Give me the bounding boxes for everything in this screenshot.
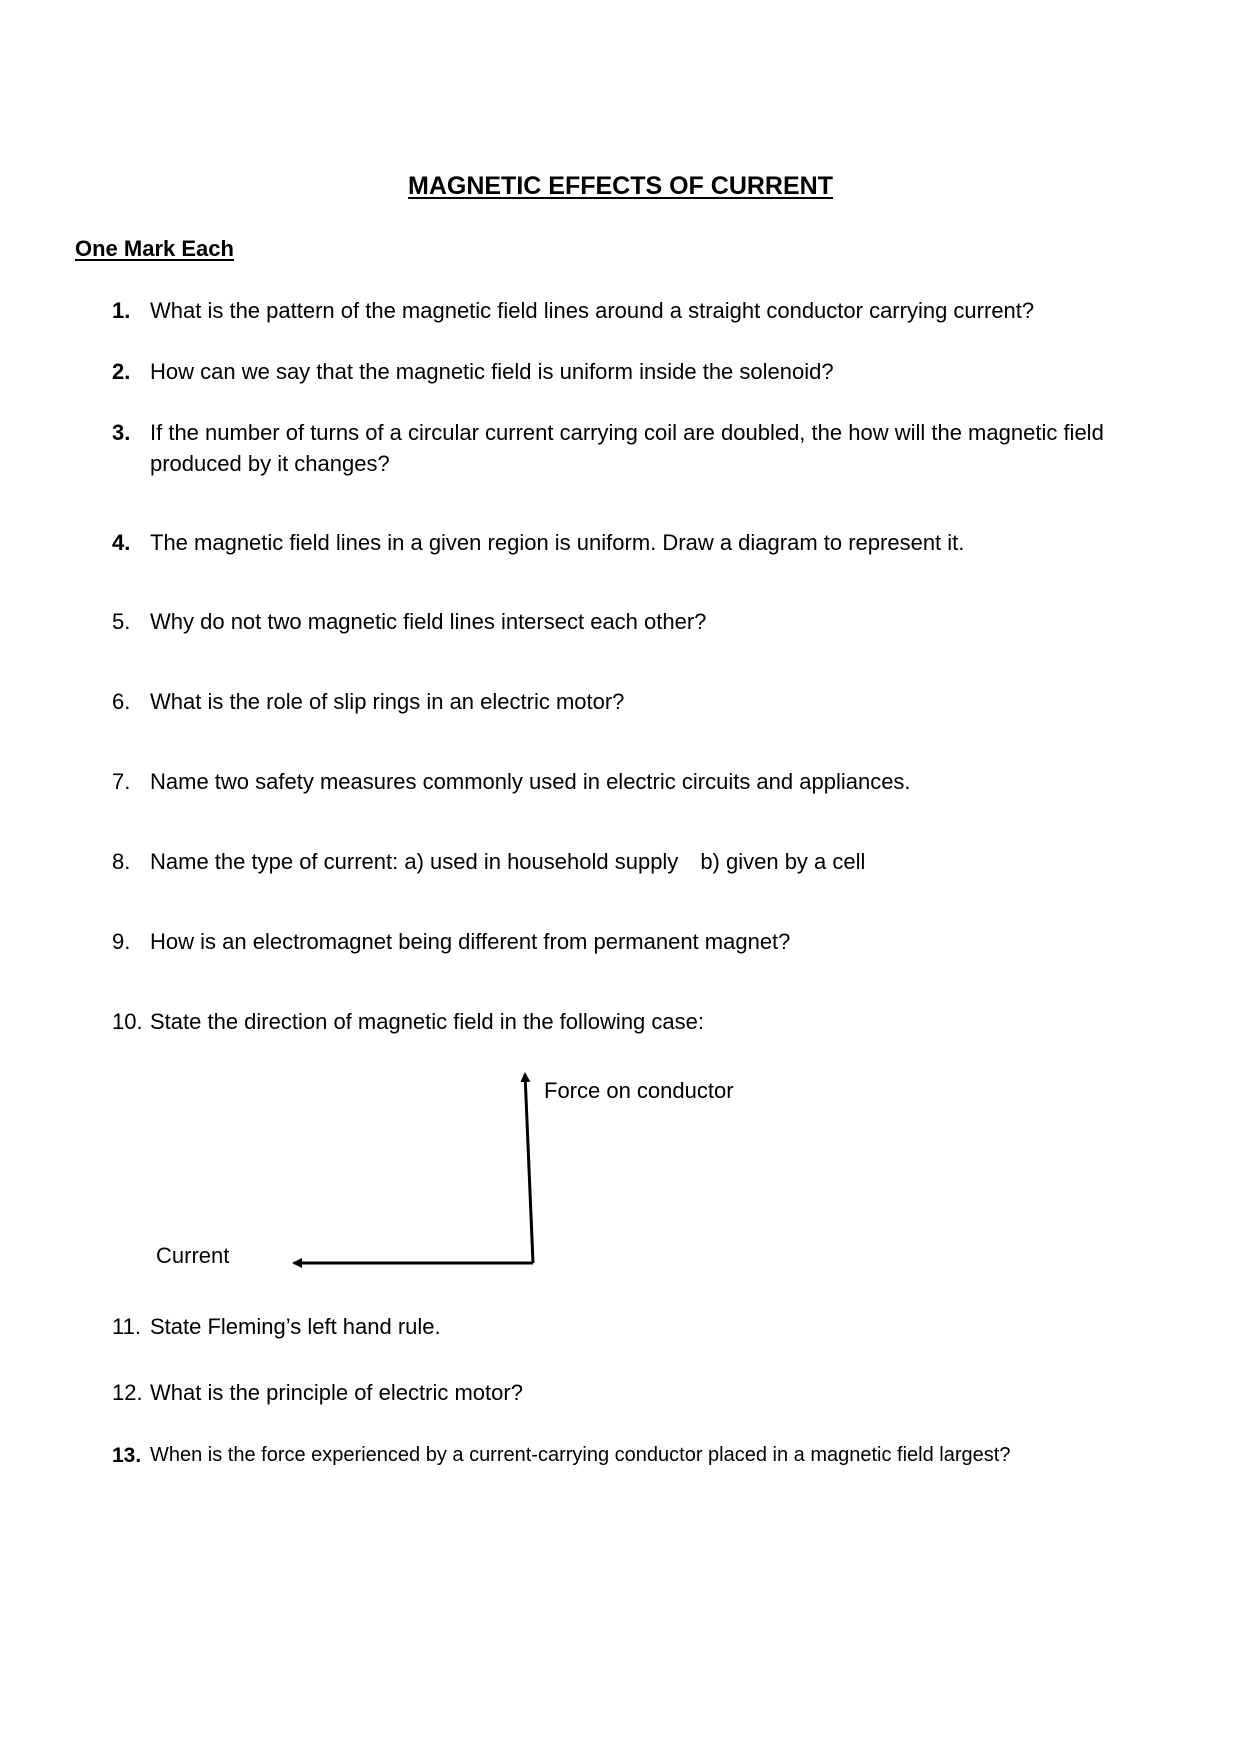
question-number: 7. [112, 769, 131, 794]
question-part-a: Name the type of current: a) used in household supply [150, 849, 679, 874]
question-text: What is the pattern of the magnetic field lines around a straight conductor carrying current? [150, 298, 1035, 323]
question-5 [112, 606, 1172, 637]
question-text [150, 846, 1172, 877]
question-9 [112, 926, 1172, 957]
force-arrow [525, 1074, 533, 1263]
question-number: 3. [112, 420, 131, 445]
question-1 [112, 295, 1172, 326]
section-heading: One Mark Each [75, 236, 234, 261]
force-on-conductor-label: Force on conductor [544, 1078, 734, 1103]
question-number: 9. [112, 929, 131, 954]
question-text: Why do not two magnetic field lines intersect each other? [150, 609, 707, 634]
question-8 [112, 846, 1172, 877]
question-number: 2. [112, 359, 131, 384]
current-label: Current [156, 1243, 230, 1268]
question-13 [112, 1440, 1172, 1471]
question-number: 13. [112, 1444, 142, 1467]
question-12 [112, 1377, 1172, 1408]
question-number: 1. [112, 298, 131, 323]
question-3 [112, 417, 1172, 479]
question-text: When is the force experienced by a current-carrying conductor placed in a magnetic field largest? [150, 1444, 1011, 1466]
question-6 [112, 686, 1172, 717]
question-number: 4. [112, 530, 131, 555]
question-10 [112, 1006, 1172, 1037]
question-number: 5. [112, 609, 131, 634]
question-number: 11. [112, 1314, 141, 1339]
question-7 [112, 766, 1172, 797]
question-text: How is an electromagnet being different from permanent magnet? [150, 929, 791, 954]
question-text: Name two safety measures commonly used in electric circuits and appliances. [150, 769, 911, 794]
question-4 [112, 527, 1172, 558]
question-number: 6. [112, 689, 131, 714]
question-text: The magnetic field lines in a given region is uniform. Draw a diagram to represent it. [150, 530, 965, 555]
question-number: 12. [112, 1380, 143, 1405]
page-title: MAGNETIC EFFECTS OF CURRENT [408, 172, 833, 200]
question-number: 8. [112, 849, 131, 874]
question-text: State the direction of magnetic field in the following case: [150, 1009, 704, 1034]
question-number: 10. [112, 1009, 143, 1034]
question-2 [112, 356, 1172, 387]
question-text: State Fleming’s left hand rule. [150, 1314, 441, 1339]
question-part-b: b) given by a cell [700, 849, 866, 874]
question-text: What is the role of slip rings in an electric motor? [150, 689, 625, 714]
question-text: If the number of turns of a circular current carrying coil are doubled, the how will the magnetic field produced by it changes? [150, 420, 1104, 476]
question-text: What is the principle of electric motor? [150, 1380, 523, 1405]
question-11 [112, 1311, 1172, 1342]
question-text: How can we say that the magnetic field is uniform inside the solenoid? [150, 359, 834, 384]
